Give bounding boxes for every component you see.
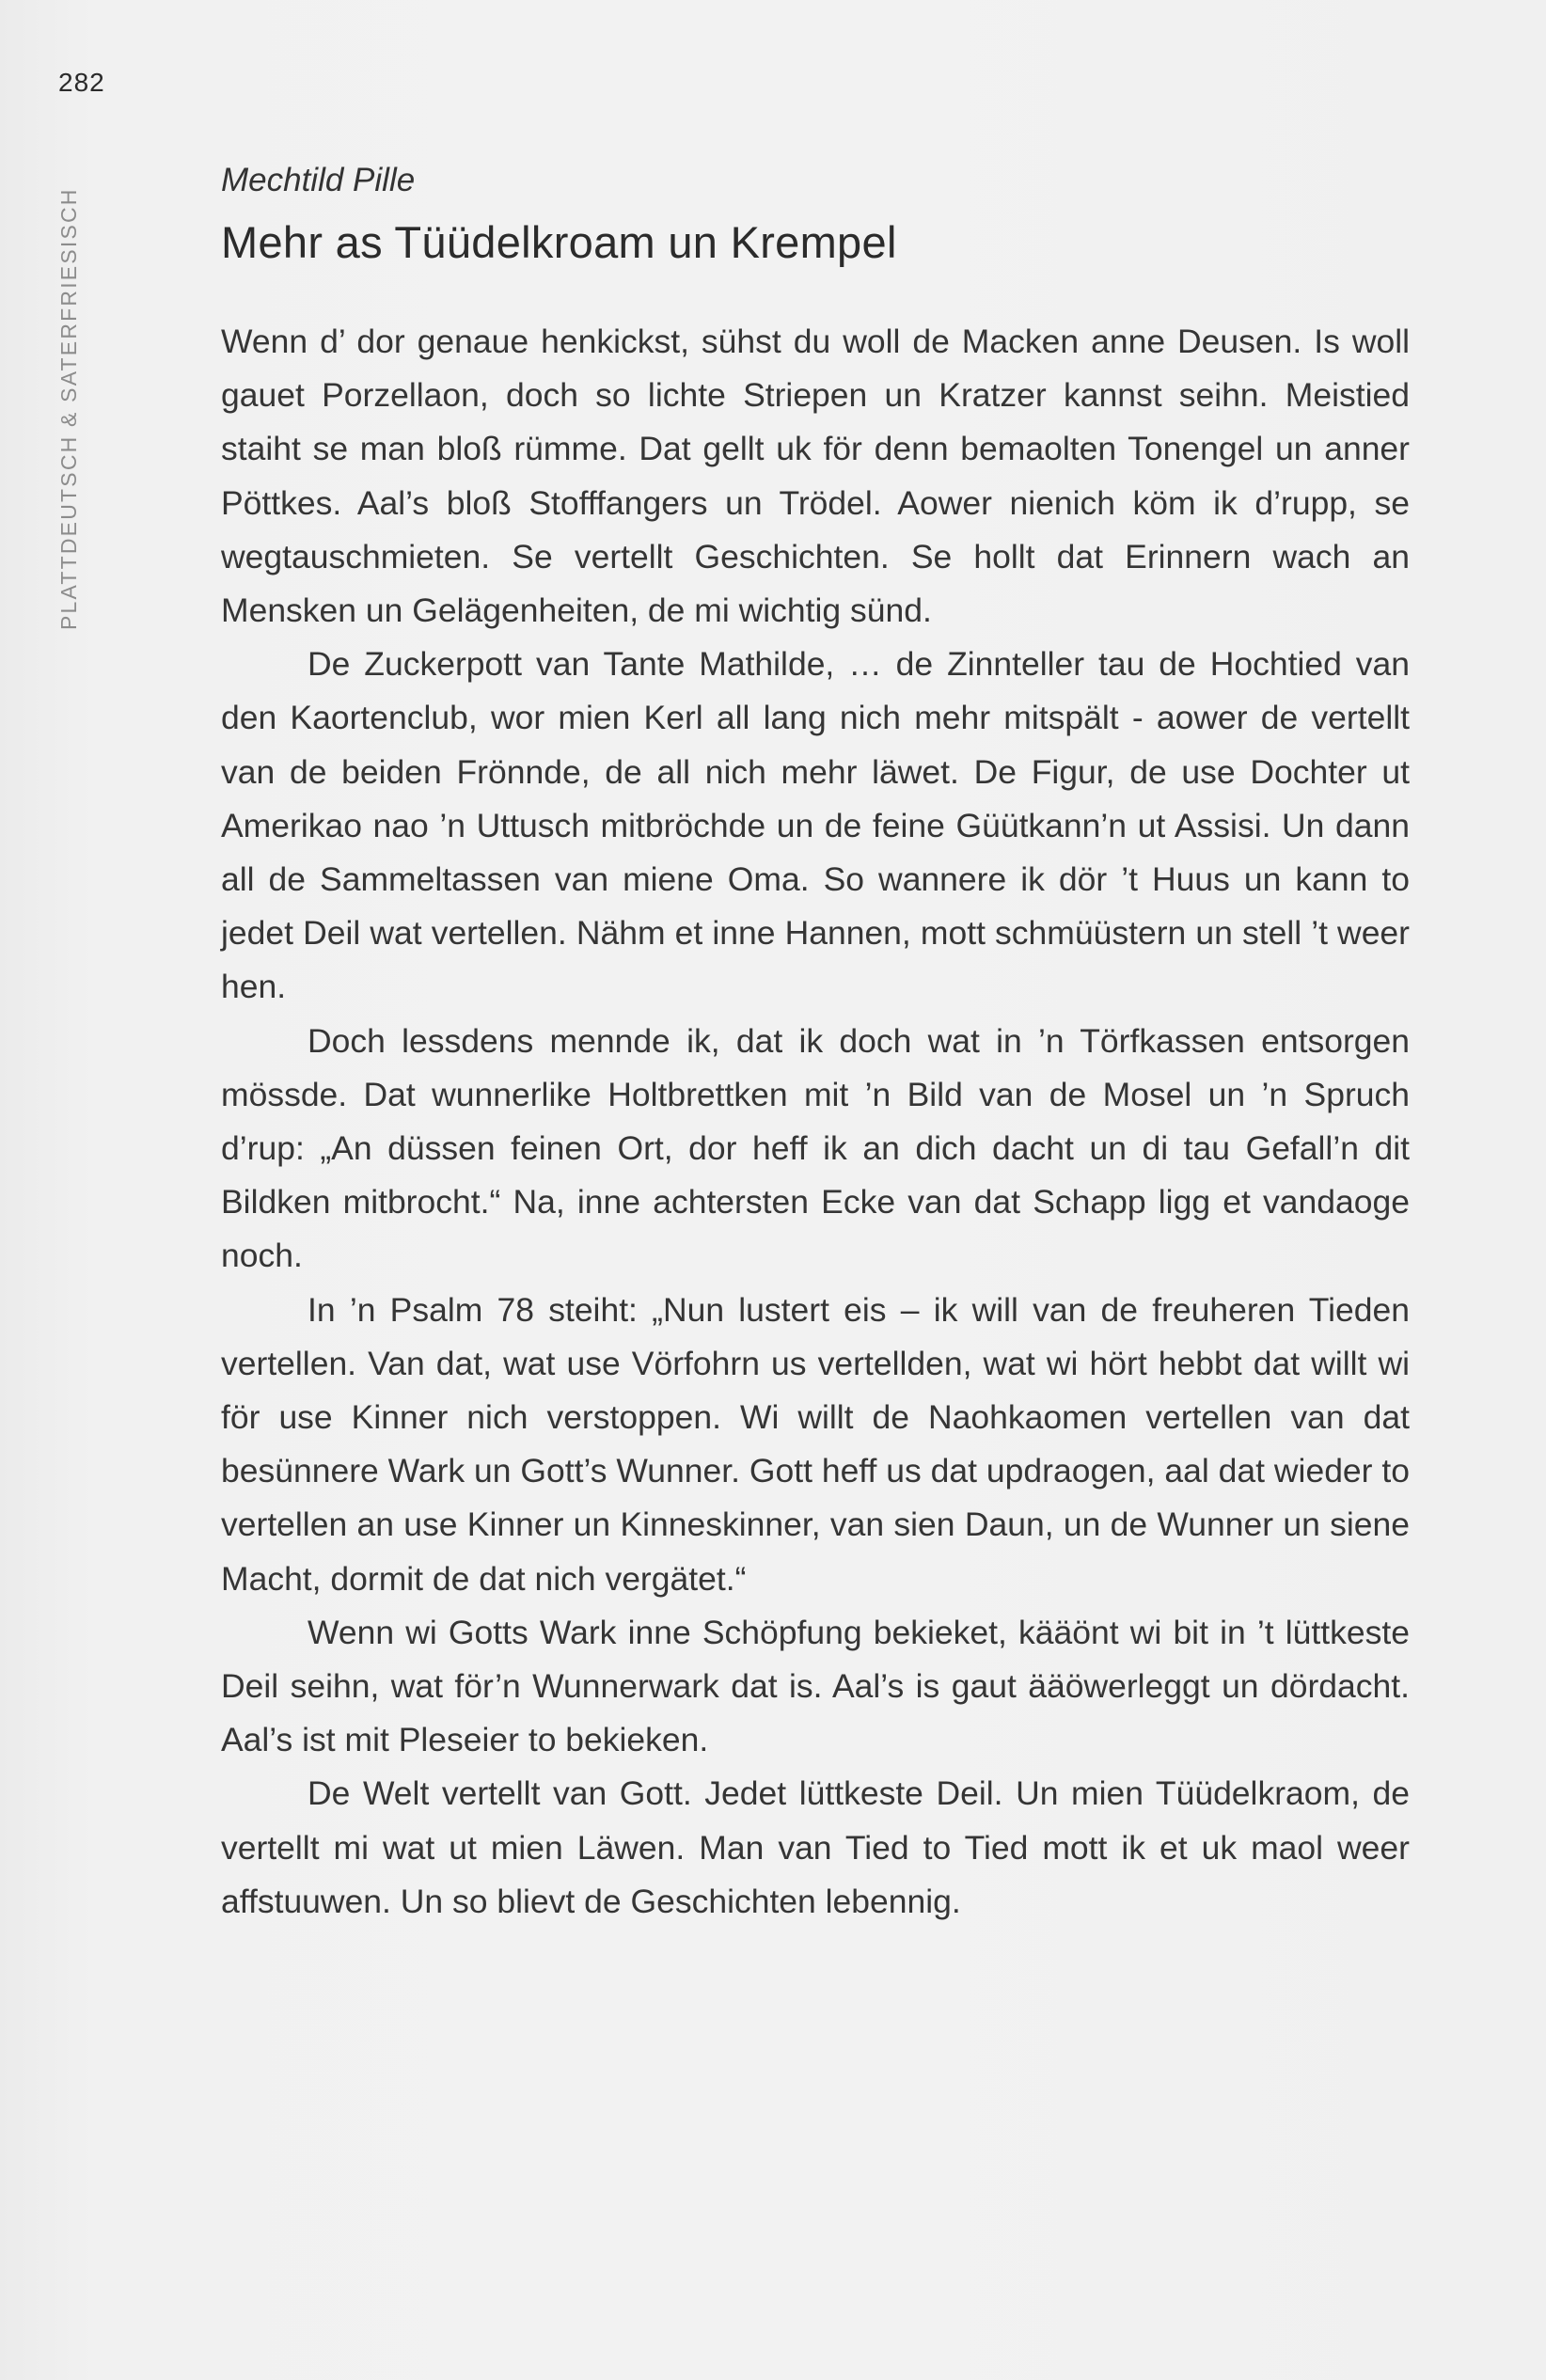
page-number: 282 [58, 68, 105, 97]
article-body [221, 315, 1410, 1929]
paragraph: Wenn d’ dor genaue henkickst, sühst du woll de Macken anne Deusen. Is woll gauet Porzellaon, doch so lichte Striepen un Kratzer kannst seihn. Meistied staiht se man bloß rümme. Dat gellt uk för denn bemaolten Tonengel un anner Pöttkes. Aal’s bloß Stofffangers un Trödel. Aower nienich köm ik d’rupp, se wegtauschmieten. Se vertellt Geschichten. Se hollt dat Erinnern wach an Mensken un Gelägenheiten, de mi wichtig sünd. [221, 323, 1410, 630]
section-label: PLATTDEUTSCH & SATERFRIESISCH [56, 187, 81, 630]
author-name: Mechtild Pille [221, 162, 416, 198]
paragraph: Wenn wi Gotts Wark inne Schöpfung bekieket, kääönt wi bit in ’t lüttkeste Deil seihn, wat för’n Wunnerwark dat is. Aal’s is gaut ääöwerleggt un dördacht. Aal’s ist mit Pleseier to bekieken. [221, 1613, 1410, 1759]
article-title: Mehr as Tüüdelkroam un Krempel [221, 217, 897, 267]
paragraph: In ’n Psalm 78 steiht: „Nun lustert eis – ik will van de freuheren Tieden vertellen. Van dat, wat use Vörfohrn us vertellden, wat wi hört hebbt dat willt wi för use Kinner nich verstoppen. Wi willt de Naohkaomen vertellen van dat besünnere Wark un Gott’s Wunner. Gott heff us dat updraogen, aal dat wieder to vertellen an use Kinner un Kinneskinner, van sien Daun, un de Wunner un siene Macht, dormit de dat nich vergätet.“ [221, 1290, 1410, 1598]
paragraph: De Welt vertellt van Gott. Jedet lüttkeste Deil. Un mien Tüüdelkraom, de vertellt mi wat ut mien Läwen. Man van Tied to Tied mott ik et uk maol weer affstuuwen. Un so blievt de Geschichten lebennig. [221, 1774, 1410, 1920]
paragraph: Doch lessdens mennde ik, dat ik doch wat in ’n Törfkassen entsorgen mössde. Dat wunnerlike Holtbrettken mit ’n Bild van de Mosel un ’n Spruch d’rup: „An düssen feinen Ort, dor heff ik an dich dacht un di tau Gefall’n dit Bildken mitbrocht.“ Na, inne achtersten Ecke van dat Schapp ligg et vandaoge noch. [221, 1021, 1410, 1275]
paragraph: De Zuckerpott van Tante Mathilde, … de Zinnteller tau de Hochtied van den Kaortenclub, wor mien Kerl all lang nich mehr mitspält - aower de vertellt van de beiden Frönnde, de all nich mehr läwet. De Figur, de use Dochter ut Amerikao nao ’n Uttusch mitbröchde un de feine Güütkann’n ut Assisi. Un dann all de Sammeltassen van miene Oma. So wannere ik dör ’t Huus un kann to jedet Deil wat vertellen. Nähm et inne Hannen, mott schmüüstern un stell ’t weer hen. [221, 645, 1410, 1006]
